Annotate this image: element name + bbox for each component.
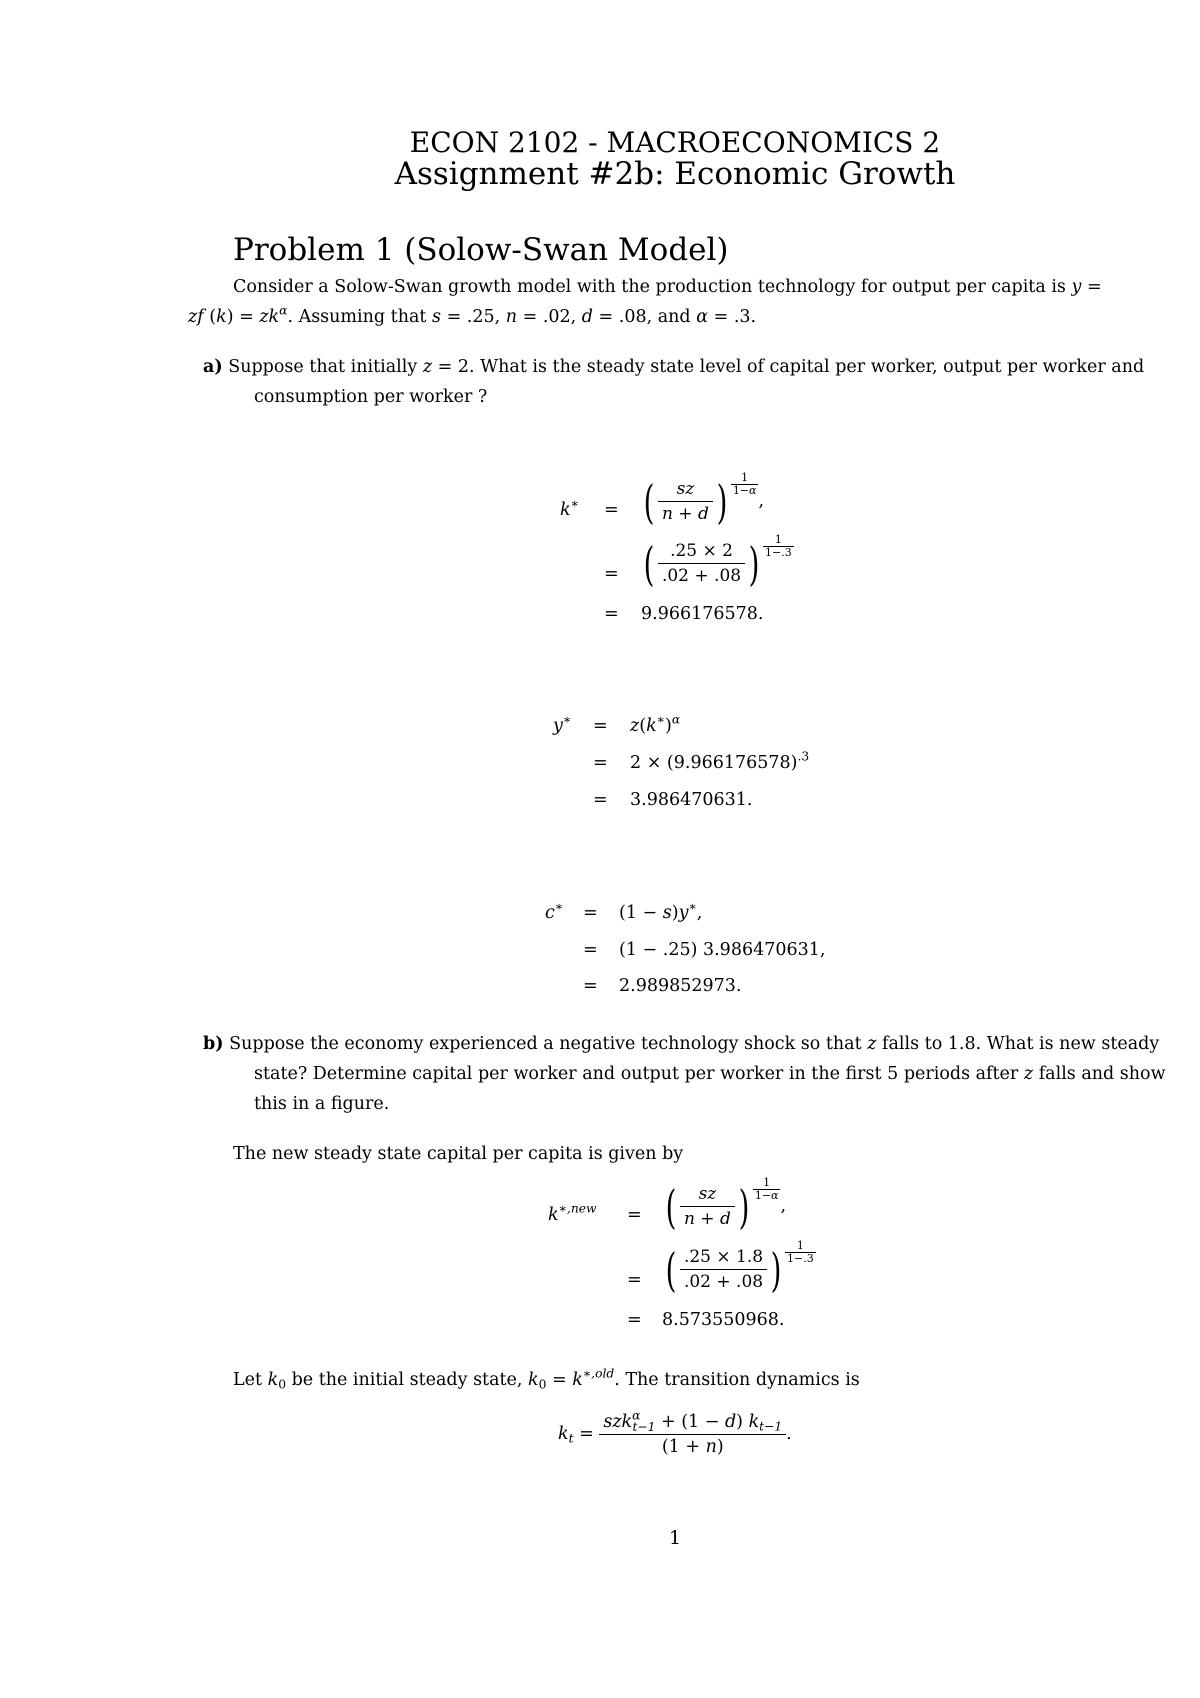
c-star-value: 2.989852973 bbox=[619, 976, 736, 996]
part-a-label: a) bbox=[203, 357, 223, 377]
part-b-line-2: state? Determine capital per worker and output per worker in the first 5 periods after z falls and show bbox=[254, 1064, 1166, 1084]
intro-text: Consider a Solow-Swan growth model with the production technology for output per capita is bbox=[233, 277, 1066, 297]
part-b-label: b) bbox=[203, 1034, 224, 1054]
c-star-mid: 3.986470631 bbox=[702, 940, 820, 960]
part-b-text-1: Suppose the economy experienced a negative technology shock so that bbox=[229, 1034, 862, 1054]
problem-heading: Problem 1 (Solow-Swan Model) bbox=[233, 232, 729, 268]
part-b-line-3: this in a figure. bbox=[254, 1094, 390, 1114]
intro-line-1: Consider a Solow-Swan growth model with the production technology for output per capita is y = bbox=[233, 277, 1102, 297]
assignment-title: Assignment #2b: Economic Growth bbox=[394, 156, 956, 192]
intro-tail: . Assuming that bbox=[287, 307, 427, 327]
y-star-value: 3.986470631 bbox=[630, 790, 747, 810]
part-a-line-1: a) Suppose that initially z = 2. What is the steady state level of capital per worker, output per worker and bbox=[203, 357, 1145, 377]
part-b-text-2-post: falls and show bbox=[1038, 1064, 1166, 1084]
new-steady-state-text: The new steady state capital per capita is given by bbox=[233, 1144, 684, 1164]
let-mid: be the initial steady state, bbox=[291, 1370, 523, 1390]
page-number: 1 bbox=[668, 1527, 682, 1549]
eq-transition: $k_t$ = $\frac{szk^\alpha_{t-1} + (1 - d) k_{t-1}}{(1 + n)}$ . bbox=[558, 1408, 792, 1457]
k-star-value: 9.966176578 bbox=[641, 604, 758, 624]
part-a-line-2: consumption per worker ? bbox=[254, 387, 488, 407]
part-a-text-post: . What is the steady state level of capital per worker, output per worker and bbox=[469, 357, 1145, 377]
intro-line-2: zf $(k) = zk^\alpha$. Assuming that s = .25, n = .02, d = .08, and α = .3. bbox=[188, 303, 757, 327]
k-new-value: 8.573550968 bbox=[662, 1310, 779, 1330]
let-k0-line: Let $k_0$ be the initial steady state, $k_0 = k^{∗,old}$. The transition dynamics is bbox=[233, 1366, 860, 1392]
y-star-exp: .3 bbox=[797, 749, 810, 764]
part-b-line-1: b) Suppose the economy experienced a negative technology shock so that z falls to 1.8. What is new steady bbox=[203, 1034, 1160, 1054]
course-title: ECON 2102 - MACROECONOMICS 2 bbox=[409, 126, 941, 159]
part-a-text-pre: Suppose that initially bbox=[228, 357, 418, 377]
let-pre: Let bbox=[233, 1370, 263, 1390]
let-post: . The transition dynamics is bbox=[614, 1370, 860, 1390]
part-b-text-1-post: falls to 1.8. What is new steady bbox=[882, 1034, 1160, 1054]
y-star-mid: 2 × (9.966176578) bbox=[630, 753, 798, 773]
part-b-text-2: state? Determine capital per worker and output per worker in the first 5 periods after bbox=[254, 1064, 1019, 1084]
